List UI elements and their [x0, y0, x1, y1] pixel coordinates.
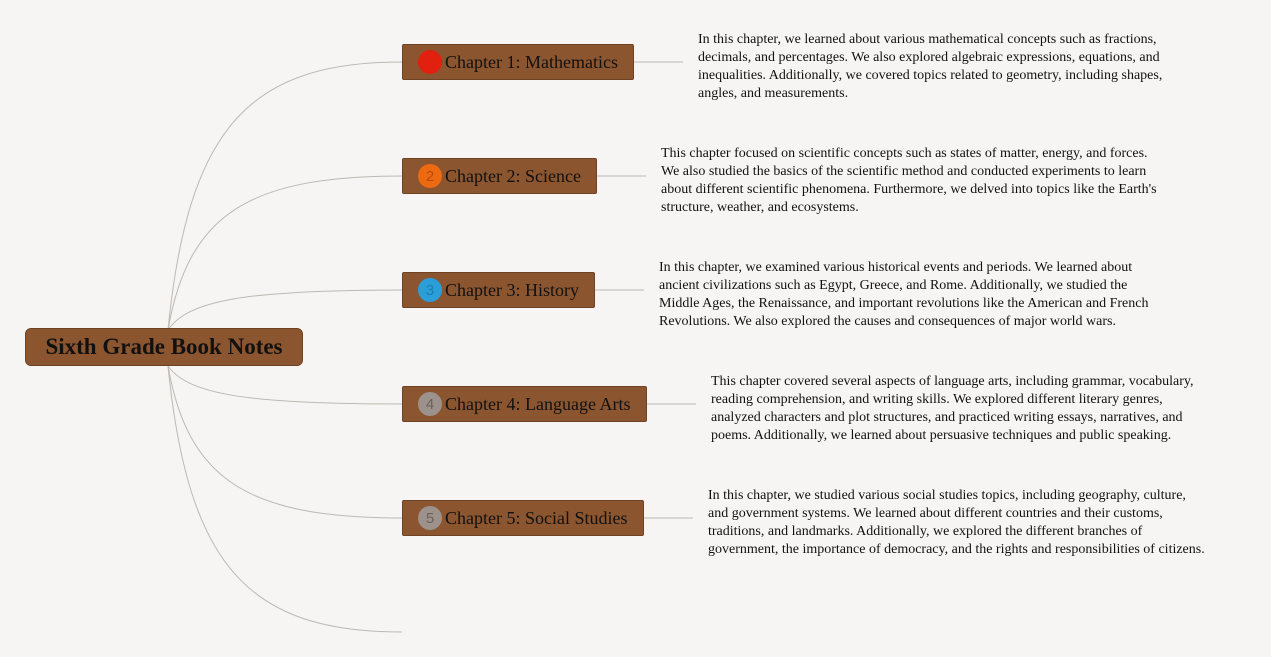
- branch-connector: [168, 290, 402, 330]
- topic-label: Chapter 3: History: [445, 279, 579, 300]
- note-chapter-4: This chapter covered several aspects of language arts, including grammar, vocabulary, reading comprehension, and writing skills. We explored different literary genres, analyzed characters and plot structures, and practiced writing essays, narratives, and poems. Additionally, we learned about persuasive techniques and public speaking.: [711, 374, 1194, 443]
- topic-label: Chapter 2: Science: [445, 165, 581, 186]
- number-2-icon: 2: [418, 164, 442, 188]
- central-topic[interactable]: [25, 328, 303, 366]
- topic-label: Chapter 5: Social Studies: [445, 507, 628, 528]
- number-4-icon: 4: [418, 392, 442, 416]
- note-chapter-2: This chapter focused on scientific concepts such as states of matter, energy, and forces. We also studied the basics of the scientific method and conducted experiments to learn about different scientific phenomena. Furthermore, we delved into topics like the Earth's structure, weather, and ecosystems.: [661, 146, 1157, 215]
- branch-connector: [168, 366, 402, 404]
- number-1-icon: 1: [418, 50, 442, 74]
- note-chapter-5: In this chapter, we studied various social studies topics, including geography, culture, and government systems. We learned about different countries and their customs, traditions, and landmarks. Additionally, we explored the different branches of government, the importance of democracy, and the rights and responsibilities of citizens.: [708, 488, 1205, 557]
- note-chapter-3: In this chapter, we examined various historical events and periods. We learned about ancient civilizations such as Egypt, Greece, and Rome. Additionally, we studied the Middle Ages, the Renaissance, and important revolutions like the American and French Revolutions. We also explored the causes and consequences of major world wars.: [659, 260, 1149, 329]
- topic-chapter-5[interactable]: [402, 500, 644, 536]
- topic-chapter-3[interactable]: [402, 272, 595, 308]
- number-5-icon: 5: [418, 506, 442, 530]
- central-topic-label: Sixth Grade Book Notes: [45, 334, 283, 359]
- topic-chapter-2[interactable]: [402, 158, 597, 194]
- topic-label: Chapter 1: Mathematics: [445, 51, 618, 72]
- topic-chapter-4[interactable]: [402, 386, 647, 422]
- topic-chapter-1[interactable]: [402, 44, 634, 80]
- note-chapter-1: In this chapter, we learned about various mathematical concepts such as fractions, decimals, and percentages. We also explored algebraic expressions, equations, and inequalities. Additionally, we covered topics related to geometry, including shapes, angles, and measurements.: [698, 32, 1163, 101]
- topic-label: Chapter 4: Language Arts: [445, 393, 631, 414]
- branch-connector: [168, 366, 402, 632]
- branch-connector: [168, 366, 402, 518]
- number-3-icon: 3: [418, 278, 442, 302]
